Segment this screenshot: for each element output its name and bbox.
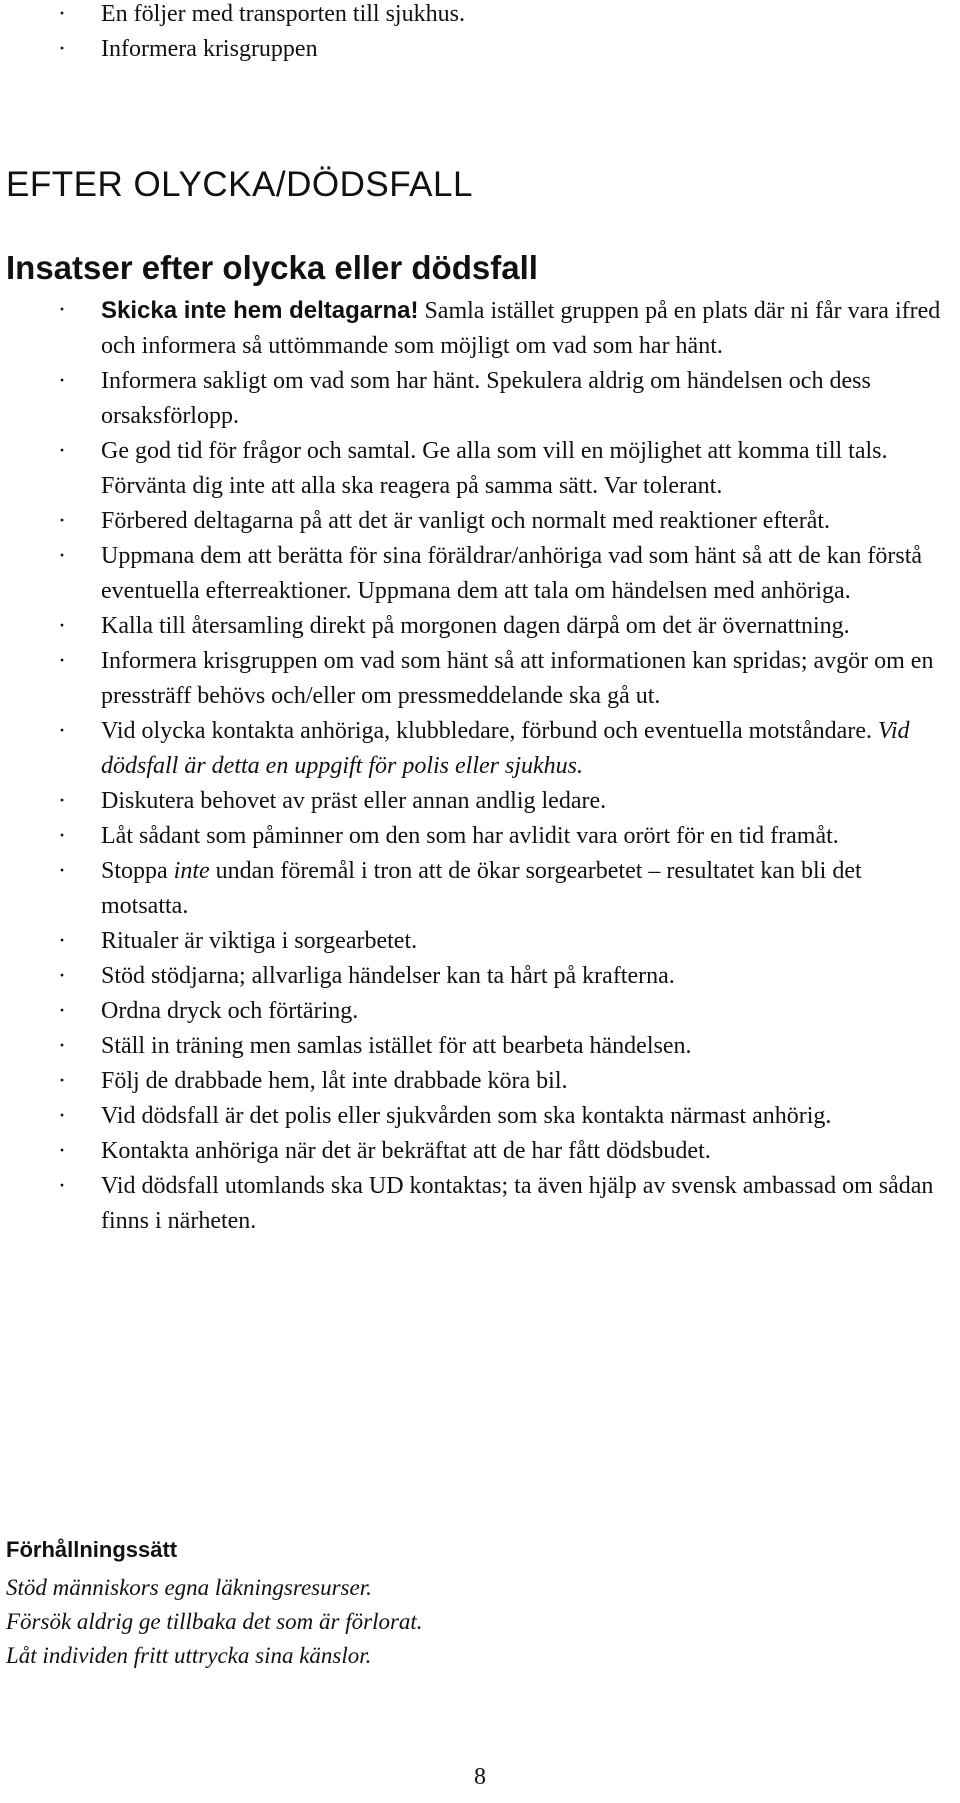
list-item	[0, 784, 960, 819]
stance-heading: Förhållningssätt	[6, 1537, 178, 1562]
list-item	[0, 293, 960, 364]
bullet-text: Diskutera behovet av präst eller annan andlig ledare.	[101, 788, 607, 814]
bullet-icon: ·	[58, 1103, 66, 1129]
bullet-icon: ·	[58, 928, 66, 954]
bullet-text: Följ de drabbade hem, låt inte drabbade köra bil.	[101, 1068, 568, 1094]
list-item	[0, 924, 960, 959]
stance-line: Stöd människors egna läkningsresurser.	[6, 1575, 372, 1600]
bullet-text: Informera sakligt om vad som har hänt. Spekulera aldrig om händelsen och dess orsaksförlopp.	[101, 368, 871, 429]
bullet-icon: ·	[58, 963, 66, 989]
bullet-icon: ·	[58, 297, 66, 323]
bullet-text: Förbered deltagarna på att det är vanligt och normalt med reaktioner efteråt.	[101, 508, 831, 534]
bullet-icon: ·	[58, 1033, 66, 1059]
bullet-text: Kalla till återsamling direkt på morgonen dagen därpå om det är övernattning.	[101, 613, 850, 639]
bullet-icon: ·	[58, 1138, 66, 1164]
bullet-text: En följer med transporten till sjukhus.	[101, 1, 465, 27]
list-item	[0, 609, 960, 644]
list-item	[0, 714, 960, 784]
list-item	[0, 1169, 960, 1239]
bullet-text: Stöd stödjarna; allvarliga händelser kan ta hårt på krafterna.	[101, 963, 675, 989]
list-item	[0, 994, 960, 1029]
stance-lines	[6, 1571, 423, 1673]
list-item	[0, 959, 960, 994]
action-bullet-list	[0, 293, 960, 1239]
bullet-italic-text: inte	[173, 858, 210, 884]
bullet-text: Kontakta anhöriga när det är bekräftat att de har fått dödsbudet.	[101, 1138, 711, 1164]
bullet-icon: ·	[58, 718, 66, 744]
stance-line: Försök aldrig ge tillbaka det som är förlorat.	[6, 1609, 423, 1634]
bullet-text: Ritualer är viktiga i sorgearbetet.	[101, 928, 418, 954]
bullet-text: Informera krisgruppen	[101, 36, 318, 62]
list-item	[0, 364, 960, 434]
bullet-icon: ·	[58, 858, 66, 884]
bullet-text: Vid dödsfall är det polis eller sjukvården som ska kontakta närmast anhörig.	[101, 1103, 832, 1129]
bullet-text: Informera krisgruppen om vad som hänt så att informationen kan spridas; avgör om en pressträff behövs och/eller om pressmeddelande ska gå ut.	[101, 648, 934, 709]
bullet-icon: ·	[58, 1173, 66, 1199]
bullet-icon: ·	[58, 508, 66, 534]
stance-line: Låt individen fritt uttrycka sina känslor.	[6, 1643, 372, 1668]
list-item	[0, 854, 960, 924]
list-item	[0, 1099, 960, 1134]
list-item	[0, 504, 960, 539]
bullet-icon: ·	[58, 543, 66, 569]
bullet-text: Uppmana dem att berätta för sina föräldrar/anhöriga vad som hänt så att de kan förstå eventuella efterreaktioner. Uppmana dem att tala om händelsen med anhöriga.	[101, 543, 923, 604]
bullet-icon: ·	[58, 613, 66, 639]
top-bullet-list	[0, 0, 960, 67]
section-heading: EFTER OLYCKA/DÖDSFALL	[6, 165, 473, 204]
subsection-heading: Insatser efter olycka eller dödsfall	[6, 249, 538, 286]
bullet-icon: ·	[58, 36, 66, 62]
bullet-text: undan föremål i tron att de ökar sorgearbetet – resultatet kan bli det motsatta.	[101, 858, 862, 919]
list-item	[0, 819, 960, 854]
bullet-italic-text: Vid dödsfall är detta en uppgift för polis eller sjukhus.	[101, 718, 910, 779]
bullet-text: Ge god tid för frågor och samtal. Ge alla som vill en möjlighet att komma till tals. Förvänta dig inte att alla ska reagera på samma sätt. Var tolerant.	[101, 438, 888, 499]
bullet-icon: ·	[58, 438, 66, 464]
bullet-text: Vid dödsfall utomlands ska UD kontaktas; ta även hjälp av svensk ambassad om sådan finns i närheten.	[101, 1173, 934, 1234]
list-item	[0, 32, 960, 67]
list-item	[0, 0, 960, 32]
list-item	[0, 539, 960, 609]
bullet-text: Samla istället gruppen på en plats där ni får vara ifred och informera så uttömmande som möjligt om vad som har hänt.	[101, 298, 941, 359]
list-item	[0, 1029, 960, 1064]
bullet-bold-text: Skicka inte hem deltagarna!	[101, 297, 419, 324]
bullet-icon: ·	[58, 1, 66, 27]
bullet-icon: ·	[58, 998, 66, 1024]
bullet-text: Ordna dryck och förtäring.	[101, 998, 359, 1024]
page-number: 8	[474, 1764, 486, 1790]
bullet-icon: ·	[58, 648, 66, 674]
bullet-icon: ·	[58, 823, 66, 849]
bullet-text: Vid olycka kontakta anhöriga, klubbledare, förbund och eventuella motståndare.	[101, 718, 878, 744]
bullet-icon: ·	[58, 788, 66, 814]
list-item	[0, 1134, 960, 1169]
list-item	[0, 1064, 960, 1099]
list-item	[0, 644, 960, 714]
bullet-text: Ställ in träning men samlas istället för att bearbeta händelsen.	[101, 1033, 692, 1059]
list-item	[0, 434, 960, 504]
bullet-icon: ·	[58, 368, 66, 394]
bullet-text: Låt sådant som påminner om den som har avlidit vara orört för en tid framåt.	[101, 823, 839, 849]
bullet-text: Stoppa	[101, 858, 174, 884]
bullet-icon: ·	[58, 1068, 66, 1094]
